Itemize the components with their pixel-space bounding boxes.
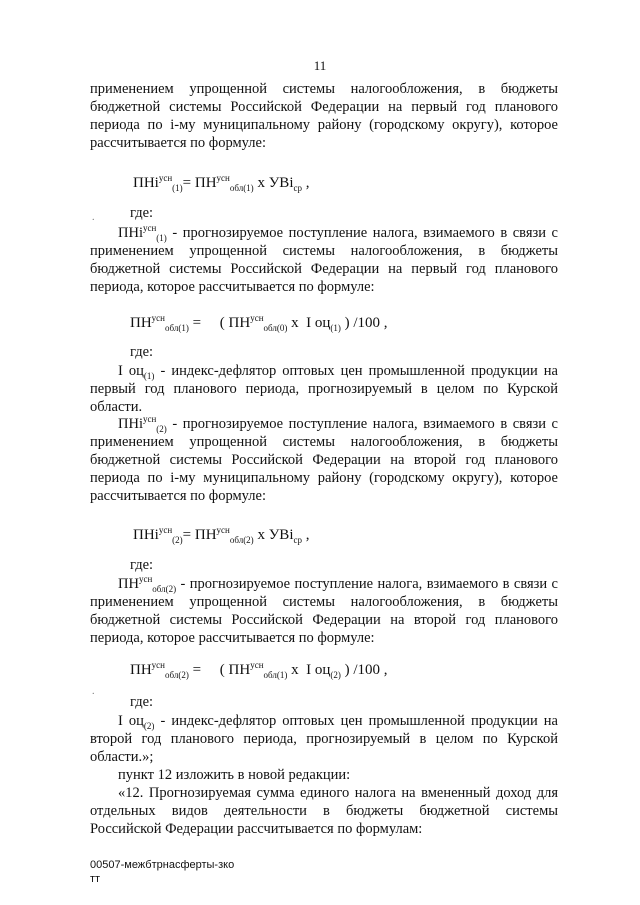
- margin-dot: .: [92, 686, 95, 697]
- where-label-4: где:: [130, 694, 154, 710]
- formula-2: $ПН^{усн}_{обл(1)}$ = ( $ПН^{усн}_{обл(0)}$ х I $оц_{(1)}$ ) /100 ,: [130, 313, 388, 333]
- formula-4: $ПН^{усн}_{обл(2)}$ = ( $ПН^{усн}_{обл(1)}$ х I $оц_{(2)}$ ) /100 ,: [130, 660, 388, 680]
- definition-ioc-2: I $оц_{(2)}$ - индекс-дефлятор оптовых цен промышленной продукции на второй год планового периода, прогнозируемый в целом по Курской области.»;: [90, 713, 558, 765]
- footer-code: 00507-межбтрнасферты-зко: [90, 859, 235, 871]
- page-number: 11: [313, 58, 327, 73]
- paragraph-intro: применением упрощенной системы налогообложения, в бюджеты бюджетной системы Российской Федерации на первый год планового периода по i-му муниципальному району (городскому округу), которое рассчитывается по формуле:: [90, 81, 558, 151]
- paragraph-item-12: «12. Прогнозируемая сумма единого налога на вмененный доход для отдельных видов деятельности в бюджеты бюджетной системы Российской Федерации рассчитывается по формулам:: [90, 785, 558, 837]
- definition-pni-1: ПНi$^{усн}_{(1)}$ - прогнозируемое поступление налога, взимаемого в связи с применением упрощенной системы налогообложения, в бюджеты бюджетной системы Российской Федерации на первый год планового периода, которое рассчитывается по формуле:: [90, 223, 558, 295]
- where-label-1: где:: [130, 205, 154, 221]
- formula-1: $ПНi^{усн}_{(1)}= ПН^{усн}_{обл(1)}$ х УВi$_{ср}$ ,: [133, 173, 310, 193]
- definition-ioc-1: I $оц_{(1)}$ - индекс-дефлятор оптовых цен промышленной продукции на первый год планового периода, прогнозируемый в целом по Курской области.: [90, 363, 558, 415]
- definition-pn-obl-2: $ПН^{усн}_{обл(2)}$ - прогнозируемое поступление налога, взимаемого в связи с применением упрощенной системы налогообложения, в бюджеты бюджетной системы Российской Федерации на второй год планового периода, которое рассчитывается по формуле:: [90, 574, 558, 646]
- definition-pni-2: ПНi$^{усн}_{(2)}$ - прогнозируемое поступление налога, взимаемого в связи с применением упрощенной системы налогообложения, в бюджеты бюджетной системы Российской Федерации на второй год планового периода по i-му муниципальному району (городскому округу), которое рассчитывается по формуле:: [90, 414, 558, 504]
- formula-3: $ПНi^{усн}_{(2)}= ПН^{усн}_{обл(2)}$ х УВi$_{ср}$ ,: [133, 525, 310, 545]
- paragraph-punkt-12: пункт 12 изложить в новой редакции:: [118, 767, 351, 783]
- where-label-2: где:: [130, 344, 154, 360]
- document-footer: [90, 858, 234, 886]
- margin-dot: .: [92, 212, 95, 223]
- footer-initials: тт: [90, 873, 101, 885]
- where-label-3: где:: [130, 557, 154, 573]
